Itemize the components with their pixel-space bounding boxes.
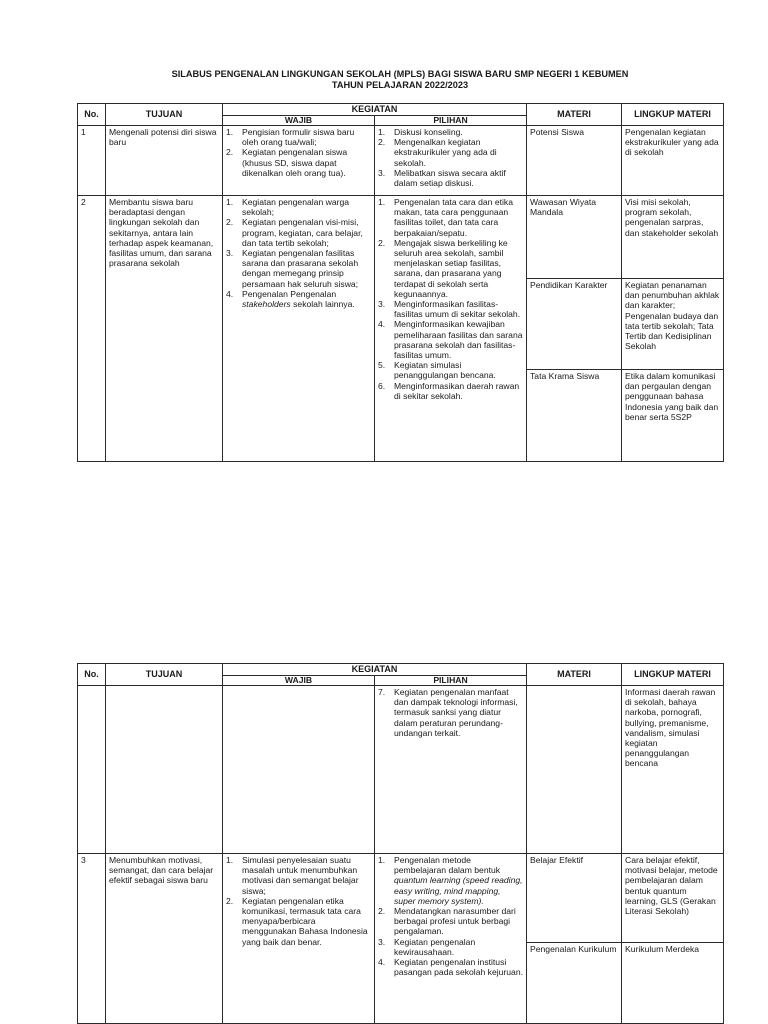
materi-cell (527, 686, 622, 854)
wajib-cell (223, 196, 375, 462)
list-item: 2. Mengenalkan kegiatan ekstrakurikuler yang ada di sekolah. (378, 137, 523, 168)
lingkup-item: Visi misi sekolah, program sekolah, pengenalan sarpras, dan stakeholder sekolah (625, 197, 719, 238)
syllabus-table-1 (77, 103, 724, 462)
header-materi: MATERI (527, 664, 622, 686)
materi-item: Pendidikan Karakter (527, 278, 621, 369)
lingkup-cell (622, 196, 724, 462)
document-title (77, 69, 723, 91)
header-kegiatan: KEGIATAN (223, 104, 527, 116)
list-item: 5. Kegiatan simulasi penanggulangan bencana. (378, 360, 523, 380)
tujuan-cell: Membantu siswa baru beradaptasi dengan lingkungan sekolah dan sekitarnya, antara lain terhadap aspek keamanan, fasilitas umum, dan sarana prasarana sekolah (106, 196, 223, 462)
wajib-cell (223, 126, 375, 196)
header-wajib: WAJIB (223, 116, 375, 126)
header-lingkup: LINGKUP MATERI (622, 104, 724, 126)
row-number: 2 (78, 196, 106, 462)
header-no: No. (78, 104, 106, 126)
item-text: Pengenalan Pengenalan (242, 288, 337, 299)
list-item: 4. Kegiatan pengenalan institusi pasangan pada sekolah kejuruan. (378, 957, 523, 977)
item-italic-text: quantum learning (speed reading, easy writing, mind mapping, super memory system). (394, 875, 523, 906)
list-item: 2. Kegiatan pengenalan visi-misi, program, kegiatan, cara belajar, dan tata tertib sekolah; (226, 217, 371, 248)
materi-cell: Potensi Siswa (527, 126, 622, 196)
list-item: 3. Melibatkan siswa secara aktif dalam setiap diskusi. (378, 168, 523, 188)
pilihan-cell (375, 126, 527, 196)
table-row (78, 126, 724, 196)
lingkup-cell (622, 854, 724, 1024)
item-text: Pengenalan metode pembelajaran dalam bentuk (394, 855, 501, 876)
list-item: 4. Menginformasikan kewajiban pemeliharaan fasilitas dan sarana prasarana sekolah dan fasilitas-fasilitas umum. (378, 319, 523, 360)
item-text: sekolah lainnya. (293, 299, 355, 310)
list-item: 2. Mendatangkan narasumber dari berbagai profesi untuk berbagi pengalaman. (378, 906, 523, 937)
header-lingkup: LINGKUP MATERI (622, 664, 724, 686)
pilihan-cell (375, 686, 527, 854)
pilihan-cell (375, 196, 527, 462)
list-item: 1. Pengisian formulir siswa baru oleh orang tua/wali; (226, 127, 371, 147)
lingkup-item: Cara belajar efektif, motivasi belajar, metode pembelajaran dalam bentuk quantum learning, GLS (Gerakan Literasi Sekolah) (625, 855, 718, 917)
lingkup-cell: Pengenalan kegiatan ekstrakurikuler yang ada di sekolah (622, 126, 724, 196)
pilihan-cell (375, 854, 527, 1024)
lingkup-item: Kurikulum Merdeka (622, 942, 723, 1022)
lingkup-item: Etika dalam komunikasi dan pergaulan dengan penggunaan bahasa Indonesia yang baik dan benar serta 5S2P (622, 369, 723, 460)
list-item: 6. Menginformasikan daerah rawan di sekitar sekolah. (378, 381, 523, 401)
header-kegiatan: KEGIATAN (223, 664, 527, 676)
header-tujuan: TUJUAN (106, 104, 223, 126)
title-line-1: SILABUS PENGENALAN LINGKUNGAN SEKOLAH (MPLS) BAGI SISWA BARU SMP NEGERI 1 KEBUMEN (171, 69, 629, 79)
list-item: 3. Kegiatan pengenalan fasilitas sarana dan prasarana sekolah dengan memegang prinsip persamaan hak seluruh siswa; (226, 248, 371, 289)
lingkup-item: Kegiatan penanaman dan penumbuhan akhlak dan karakter; Pengenalan budaya dan tata tertib sekolah; Tata Tertib dan Kedisiplinan Sekolah (622, 278, 723, 369)
materi-item: Tata Krama Siswa (527, 369, 621, 460)
table-row (78, 196, 724, 462)
list-item: 3. Kegiatan pengenalan kewirausahaan. (378, 937, 523, 957)
materi-item: Pengenalan Kurikulum (527, 942, 621, 1022)
header-wajib: WAJIB (223, 676, 375, 686)
tujuan-cell (106, 686, 223, 854)
wajib-cell (223, 686, 375, 854)
lingkup-cell: Informasi daerah rawan di sekolah, bahaya narkoba, pornografi, bullying, premanisme, vandalism, simulasi kegiatan penanggulangan bencana (622, 686, 724, 854)
table-row (78, 686, 724, 854)
materi-item: Wawasan Wiyata Mandala (530, 197, 597, 218)
materi-cell (527, 196, 622, 462)
tujuan-cell: Menumbuhkan motivasi, semangat, dan cara belajar efektif sebagai siswa baru (106, 854, 223, 1024)
row-number (78, 686, 106, 854)
header-pilihan: PILIHAN (375, 676, 527, 686)
header-tujuan: TUJUAN (106, 664, 223, 686)
materi-cell (527, 854, 622, 1024)
wajib-cell (223, 854, 375, 1024)
list-item: 3. Menginformasikan fasilitas-fasilitas umum di sekitar sekolah. (378, 299, 523, 319)
list-item: 7. Kegiatan pengenalan manfaat dan dampak teknologi informasi, termasuk sanksi yang diatur dalam peraturan perundang-undangan terkait. (378, 687, 523, 738)
syllabus-table-2 (77, 663, 724, 1024)
row-number: 3 (78, 854, 106, 1024)
row-number: 1 (78, 126, 106, 196)
list-item: 1. Pengenalan tata cara dan etika makan, tata cara penggunaan fasilitas toilet, dan tata cara berpakaian/sepatu. (378, 197, 523, 238)
table-row (78, 854, 724, 1024)
list-item: 1. Kegiatan pengenalan warga sekolah; (226, 197, 371, 217)
list-item: 2. Kegiatan pengenalan siswa (khusus SD, siswa dapat dikenalkan oleh orang tua). (226, 147, 371, 178)
item-italic-text: stakeholders (242, 299, 291, 310)
header-no: No. (78, 664, 106, 686)
header-materi: MATERI (527, 104, 622, 126)
list-item: 2. Kegiatan pengenalan etika komunikasi, termasuk tata cara menyapa/berbicara menggunakan Bahasa Indonesia yang baik dan benar. (226, 896, 371, 947)
list-item (226, 289, 371, 309)
materi-item: Belajar Efektif (530, 855, 584, 865)
list-item: 1. Diskusi konseling. (378, 127, 523, 137)
header-pilihan: PILIHAN (375, 116, 527, 126)
list-item: 1. Simulasi penyelesaian suatu masalah untuk menumbuhkan motivasi dan semangat belajar siswa; (226, 855, 371, 896)
list-item (378, 855, 523, 906)
title-line-2: TAHUN PELAJARAN 2022/2023 (331, 80, 469, 90)
tujuan-cell: Mengenali potensi diri siswa baru (106, 126, 223, 196)
list-item: 2. Mengajak siswa berkeliling ke seluruh area sekolah, sambil menjelaskan setiap fasilitas, sarana, dan prasarana yang terdapat di sekolah serta kegunaannya. (378, 238, 523, 299)
